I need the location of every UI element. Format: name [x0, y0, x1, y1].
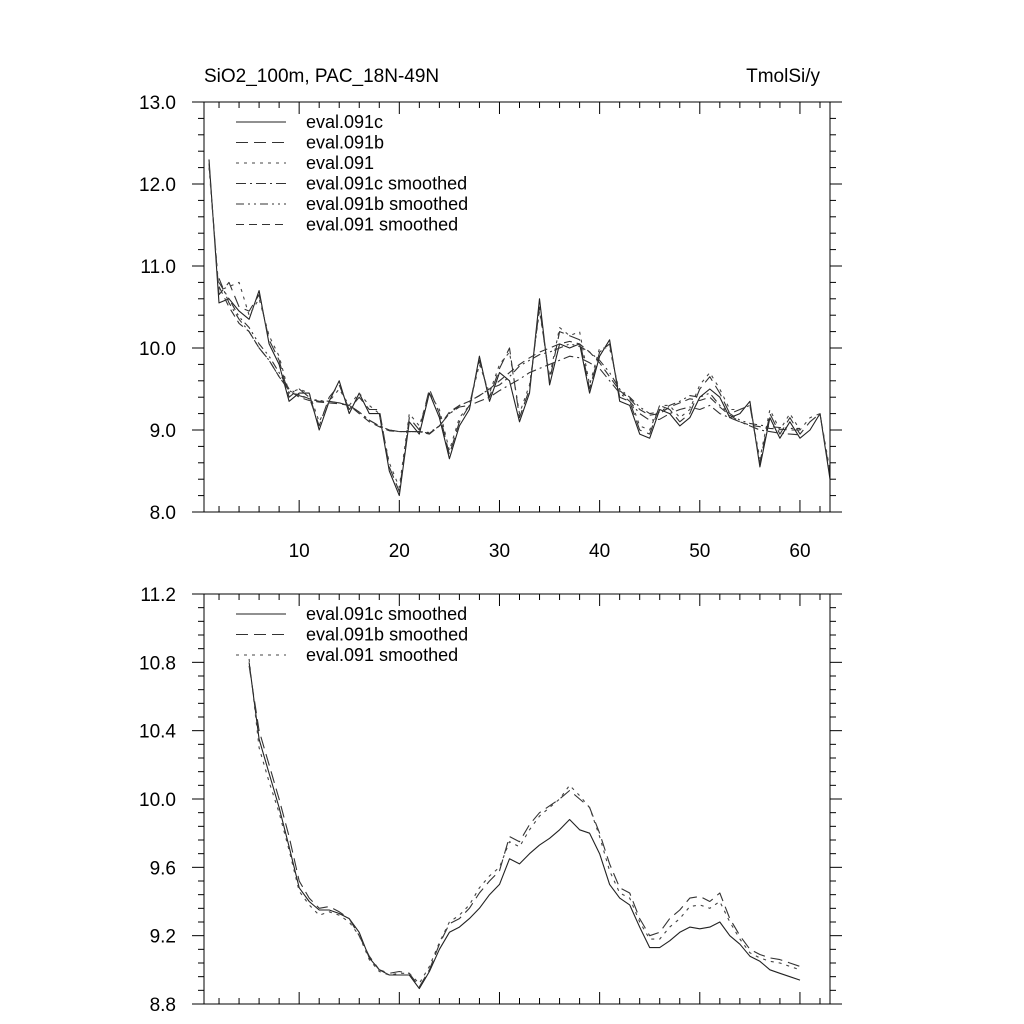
y-tick-label: 10.0 [139, 790, 176, 811]
series-line-2 [249, 659, 800, 984]
top-legend [236, 112, 468, 235]
top-tick-labels [139, 93, 811, 562]
x-tick-label: 60 [789, 541, 811, 562]
y-tick-label: 10.8 [139, 653, 176, 675]
y-tick-label: 9.2 [149, 926, 176, 948]
bottom-series-lines [249, 659, 800, 989]
legend-label: eval.091c smoothed [306, 173, 468, 194]
x-tick-label: 30 [488, 541, 511, 562]
top-series-lines [209, 159, 830, 495]
series-line-1 [249, 666, 800, 987]
bottom-plot-frame [204, 594, 830, 1004]
series-line-0 [249, 662, 800, 988]
top-panel [139, 66, 842, 562]
x-tick-label: 10 [288, 541, 310, 562]
y-tick-label: 11.2 [140, 585, 176, 606]
y-tick-label: 8.0 [149, 503, 176, 524]
legend-label: eval.091b smoothed [306, 194, 469, 214]
series-line-0 [209, 159, 830, 495]
x-tick-label: 50 [689, 541, 711, 562]
series-line-2 [209, 168, 830, 488]
legend-label: eval.091 smoothed [306, 645, 459, 665]
legend-label: eval.091c [306, 112, 384, 132]
bottom-legend [236, 604, 468, 665]
series-line-4 [219, 282, 800, 432]
series-line-5 [219, 287, 800, 434]
y-tick-label: 8.8 [149, 995, 176, 1016]
bottom-panel [139, 585, 842, 1016]
y-tick-label: 10.0 [139, 339, 176, 360]
y-tick-label: 12.0 [139, 175, 176, 196]
legend-label: eval.091 [306, 153, 375, 173]
legend-label: eval.091b [306, 132, 385, 153]
series-line-1 [209, 164, 830, 492]
top-ticks [192, 102, 842, 512]
series-line-3 [219, 278, 800, 435]
y-tick-label: 10.4 [139, 721, 176, 743]
legend-label: eval.091c smoothed [306, 604, 468, 624]
legend-label: eval.091b smoothed [306, 624, 469, 645]
y-tick-label: 13.0 [139, 93, 176, 114]
y-tick-label: 9.6 [149, 858, 176, 880]
x-tick-label: 20 [388, 541, 410, 562]
chart-title: SiO2_100m, PAC_18N-49N [204, 66, 440, 87]
legend-label: eval.091 smoothed [306, 214, 459, 235]
x-tick-label: 40 [589, 541, 611, 562]
y-tick-label: 9.0 [149, 421, 176, 442]
units-label: TmolSi/y [746, 66, 820, 87]
top-plot-frame [204, 102, 830, 512]
bottom-tick-labels [139, 585, 176, 1016]
y-tick-label: 11.0 [140, 257, 176, 278]
